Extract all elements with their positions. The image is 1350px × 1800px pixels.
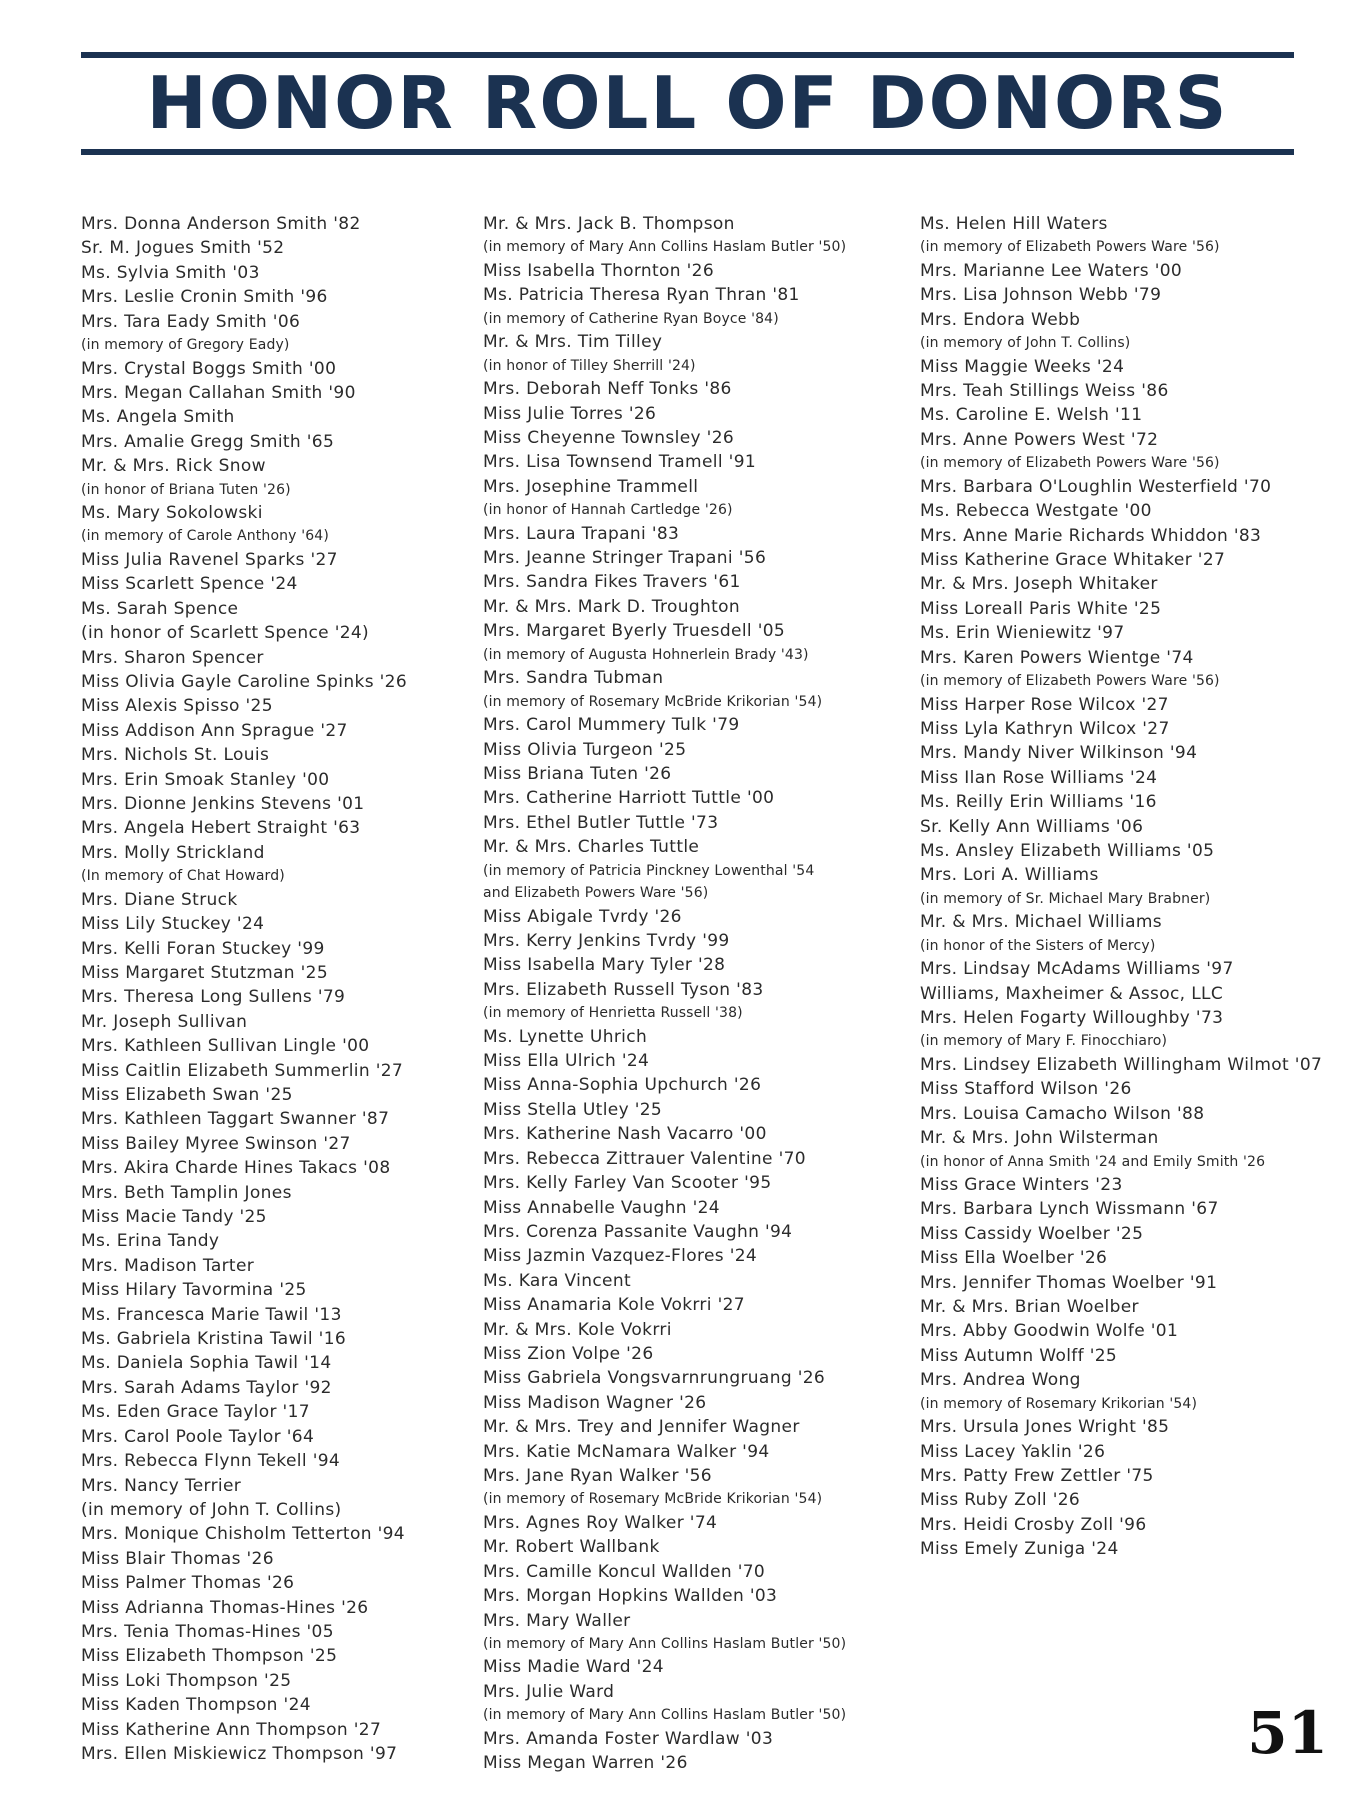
donor-name: Miss Katherine Ann Thompson '27 (81, 1719, 382, 1740)
donor-name: Miss Harper Rose Wilcox '27 (920, 694, 1169, 715)
donor-name: Mrs. Laura Trapani '83 (483, 523, 680, 544)
donor-name: Miss Bailey Myree Swinson '27 (81, 1133, 351, 1154)
donor-name: Mrs. Kelly Farley Van Scooter '95 (483, 1173, 772, 1194)
donor-dedication-note: (in memory of Rosemary McBride Krikorian '54) (483, 693, 823, 710)
donor-name: Mrs. Diane Struck (81, 889, 238, 910)
donor-name: Miss Olivia Gayle Caroline Spinks '26 (81, 672, 408, 692)
donor-name: Miss Gabriela Vongsvarnrungruang '26 (483, 1368, 826, 1389)
donor-name: Mrs. Josephine Trammell (483, 476, 699, 497)
donor-name: Mrs. Sharon Spencer (81, 647, 264, 668)
donor-name: Mr. & Mrs. Michael Williams (920, 912, 1163, 933)
donor-name: Mrs. Megan Callahan Smith '90 (81, 382, 356, 403)
donor-name: Miss Ruby Zoll '26 (920, 1490, 1081, 1511)
donor-name: Mrs. Barbara O'Loughlin Westerfield '70 (920, 476, 1272, 497)
donor-name: Mrs. Anne Powers West '72 (920, 429, 1159, 450)
donor-dedication-note: (in memory of Mary F. Finocchiaro) (920, 1033, 1168, 1050)
donor-name: Ms. Rebecca Westgate '00 (920, 501, 1152, 522)
donor-name: Miss Scarlett Spence '24 (81, 574, 298, 595)
donor-dedication-note: (in memory of Mary Ann Collins Haslam Butler '50) (483, 1707, 847, 1724)
donor-name: Miss Briana Tuten '26 (483, 763, 672, 784)
donor-name: Miss Anna-Sophia Upchurch '26 (483, 1075, 762, 1096)
donor-name: Mrs. Barbara Lynch Wissmann '67 (920, 1199, 1219, 1220)
donor-name: Mrs. Nancy Terrier (81, 1475, 242, 1496)
donor-name: Mr. & Mrs. Mark D. Troughton (483, 596, 740, 617)
donor-name: Mrs. Amanda Foster Wardlaw '03 (483, 1728, 774, 1749)
donor-name: Mrs. Leslie Cronin Smith '96 (81, 287, 328, 308)
donor-name: Mrs. Katie McNamara Walker '94 (483, 1441, 770, 1462)
donor-name: Mrs. Nichols St. Louis (81, 745, 270, 766)
donor-name: Mr. & Mrs. Joseph Whitaker (920, 574, 1158, 595)
donor-name: Ms. Francesca Marie Tawil '13 (81, 1304, 342, 1325)
donor-name: Ms. Reilly Erin Williams '16 (920, 792, 1157, 813)
donor-name: Ms. Patricia Theresa Ryan Thran '81 (483, 285, 800, 306)
donor-name: Mrs. Lisa Townsend Tramell '91 (483, 452, 757, 473)
donor-name: Mrs. Sarah Adams Taylor '92 (81, 1377, 332, 1398)
donor-name: Mr. & Mrs. Kole Vokrri (483, 1319, 672, 1340)
page-title: HONOR ROLL OF DONORS (146, 61, 1229, 145)
donor-name: Mrs. Mandy Niver Wilkinson '94 (920, 743, 1198, 764)
donor-name: Mrs. Katherine Nash Vacarro '00 (483, 1124, 767, 1145)
donor-name: Ms. Gabriela Kristina Tawil '16 (81, 1329, 347, 1350)
donor-name: Mrs. Sandra Tubman (483, 668, 664, 689)
donor-name: Mrs. Jennifer Thomas Woelber '91 (920, 1272, 1218, 1293)
donor-name: Mrs. Helen Fogarty Willoughby '73 (920, 1007, 1224, 1028)
donor-name: Miss Stafford Wilson '26 (920, 1079, 1132, 1100)
donor-name: Mrs. Carol Mummery Tulk '79 (483, 715, 740, 736)
donor-name: Miss Olivia Turgeon '25 (483, 739, 687, 760)
donor-name: Mrs. Ellen Miskiewicz Thompson '97 (81, 1743, 398, 1764)
donor-name: Mrs. Elizabeth Russell Tyson '83 (483, 979, 764, 1000)
donor-dedication-note: (In memory of Chat Howard) (81, 868, 285, 885)
donor-name: Mrs. Carol Poole Taylor '64 (81, 1426, 315, 1447)
donor-name: Mrs. Ursula Jones Wright '85 (920, 1417, 1170, 1438)
donor-name: Miss Adrianna Thomas-Hines '26 (81, 1597, 369, 1618)
donor-name: Mrs. Karen Powers Wientge '74 (920, 647, 1194, 668)
donor-name: Miss Megan Warren '26 (483, 1753, 688, 1774)
donor-name: Miss Loki Thompson '25 (81, 1670, 292, 1691)
donor-name: Mrs. Lindsay McAdams Williams '97 (920, 959, 1234, 980)
donor-column-3 (920, 212, 1336, 1562)
donor-name: Mr. & Mrs. John Wilsterman (920, 1128, 1159, 1149)
donor-name: Miss Grace Winters '23 (920, 1175, 1123, 1195)
donor-dedication-note: (in honor of Briana Tuten '26) (81, 481, 291, 498)
donor-name: Mrs. Lisa Johnson Webb '79 (920, 285, 1162, 306)
donor-name: Mrs. Anne Marie Richards Whiddon '83 (920, 525, 1262, 546)
donor-name: Mrs. Abby Goodwin Wolfe '01 (920, 1321, 1179, 1342)
donor-name: Mr. & Mrs. Trey and Jennifer Wagner (483, 1417, 800, 1438)
donor-column-2 (483, 212, 908, 1776)
donor-name: (in honor of Scarlett Spence '24) (81, 623, 370, 644)
donor-name: Ms. Sylvia Smith '03 (81, 262, 260, 283)
donor-name: Miss Katherine Grace Whitaker '27 (920, 549, 1226, 570)
donor-name: Williams, Maxheimer & Assoc, LLC (920, 983, 1224, 1004)
donor-name: Miss Elizabeth Swan '25 (81, 1085, 293, 1105)
donor-name: Mr. & Mrs. Brian Woelber (920, 1297, 1139, 1318)
donor-name: Ms. Angela Smith (81, 407, 235, 428)
donor-name: Miss Madison Wagner '26 (483, 1392, 707, 1413)
donor-name: Mrs. Theresa Long Sullens '79 (81, 987, 346, 1008)
donor-name: Mrs. Louisa Camacho Wilson '88 (920, 1103, 1205, 1124)
donor-dedication-note: (in memory of Elizabeth Powers Ware '56) (920, 239, 1220, 256)
donor-name: Miss Ella Ulrich '24 (483, 1051, 650, 1072)
donor-name: Miss Maggie Weeks '24 (920, 356, 1125, 377)
donor-name: Mrs. Tara Eady Smith '06 (81, 311, 301, 332)
donor-name: Mr. & Mrs. Jack B. Thompson (483, 214, 735, 234)
donor-dedication-note: (in memory of John T. Collins) (920, 335, 1131, 352)
donor-name: Sr. M. Jogues Smith '52 (81, 238, 285, 259)
donor-name: Ms. Kara Vincent (483, 1270, 632, 1291)
donor-name: Mrs. Patty Frew Zettler '75 (920, 1465, 1154, 1486)
donor-dedication-note: (in memory of Rosemary McBride Krikorian '54) (483, 1491, 823, 1508)
donor-name: Mrs. Morgan Hopkins Wallden '03 (483, 1586, 778, 1607)
donor-name: Ms. Caroline E. Welsh '11 (920, 405, 1143, 426)
donor-name: Miss Emely Zuniga '24 (920, 1539, 1119, 1560)
donor-name: Miss Lacey Yaklin '26 (920, 1441, 1106, 1462)
donor-name: Mrs. Kathleen Taggart Swanner '87 (81, 1109, 390, 1130)
donor-name: Ms. Lynette Uhrich (483, 1026, 648, 1047)
donor-dedication-note: (in honor of Anna Smith '24 and Emily Smith '26 (920, 1153, 1266, 1170)
donor-dedication-note: (in memory of Elizabeth Powers Ware '56) (920, 455, 1220, 472)
donor-name: Miss Abigale Tvrdy '26 (483, 906, 682, 927)
donor-dedication-note: (in memory of Gregory Eady) (81, 337, 290, 354)
donor-name: Mrs. Kelli Foran Stuckey '99 (81, 938, 325, 959)
donor-name: Miss Palmer Thomas '26 (81, 1573, 295, 1594)
donor-name: Miss Ella Woelber '26 (920, 1248, 1108, 1269)
donor-name: Miss Isabella Mary Tyler '28 (483, 955, 726, 976)
donor-name: Miss Macie Tandy '25 (81, 1207, 267, 1228)
donor-name: Mrs. Marianne Lee Waters '00 (920, 260, 1183, 281)
donor-name: Mrs. Catherine Harriott Tuttle '00 (483, 788, 775, 809)
donor-name: Miss Stella Utley '25 (483, 1099, 663, 1120)
donor-name: Mrs. Margaret Byerly Truesdell '05 (483, 621, 786, 642)
donor-name: Ms. Daniela Sophia Tawil '14 (81, 1353, 332, 1374)
donor-name: Miss Addison Ann Sprague '27 (81, 720, 348, 741)
donor-name: Miss Loreall Paris White '25 (920, 598, 1162, 619)
donor-dedication-note: and Elizabeth Powers Ware '56) (483, 885, 709, 902)
donor-name: Miss Cassidy Woelber '25 (920, 1223, 1144, 1244)
donor-name: Ms. Helen Hill Waters (920, 214, 1108, 234)
donor-dedication-note: (in memory of Augusta Hohnerlein Brady '43) (483, 646, 809, 663)
donor-name: Miss Annabelle Vaughn '24 (483, 1197, 720, 1218)
donor-name: Mrs. Angela Hebert Straight '63 (81, 818, 361, 839)
donor-name: Miss Hilary Tavormina '25 (81, 1280, 307, 1301)
donor-name: Miss Lily Stuckey '24 (81, 914, 265, 935)
donor-name: Miss Autumn Wolff '25 (920, 1345, 1118, 1366)
donor-dedication-note: (in memory of Sr. Michael Mary Brabner) (920, 890, 1211, 907)
donor-name: Mrs. Donna Anderson Smith '82 (81, 214, 361, 234)
donor-name: Mrs. Deborah Neff Tonks '86 (483, 379, 732, 400)
donor-dedication-note: (in memory of Elizabeth Powers Ware '56) (920, 673, 1220, 689)
page-number: 51 (1247, 1699, 1328, 1767)
donor-name: Mrs. Crystal Boggs Smith '00 (81, 358, 337, 379)
donor-name: Miss Elizabeth Thompson '25 (81, 1646, 338, 1667)
donor-name: Mrs. Agnes Roy Walker '74 (483, 1512, 718, 1533)
donor-dedication-note: (in honor of Hannah Cartledge '26) (483, 502, 733, 519)
donor-name: Miss Jazmin Vazquez-Flores '24 (483, 1246, 758, 1267)
donor-name: Mrs. Tenia Thomas-Hines '05 (81, 1621, 334, 1642)
donor-name: Mrs. Molly Strickland (81, 842, 265, 863)
donor-name: Mrs. Beth Tamplin Jones (81, 1182, 292, 1203)
donor-name: Mrs. Camille Koncul Wallden '70 (483, 1561, 766, 1582)
donor-dedication-note: (in memory of Henrietta Russell '38) (483, 1005, 743, 1022)
donor-name: Mrs. Teah Stillings Weiss '86 (920, 381, 1169, 402)
donor-name: Mrs. Corenza Passanite Vaughn '94 (483, 1221, 793, 1242)
donor-name: Mrs. Dionne Jenkins Stevens '01 (81, 794, 365, 815)
donor-name: Miss Julie Torres '26 (483, 403, 657, 424)
donor-name: Mr. & Mrs. Rick Snow (81, 456, 266, 477)
donor-name: Ms. Ansley Elizabeth Williams '05 (920, 840, 1215, 861)
donor-dedication-note: (in memory of Catherine Ryan Boyce '84) (483, 310, 779, 327)
donor-name: Ms. Eden Grace Taylor '17 (81, 1402, 310, 1423)
donor-name: Mrs. Rebecca Flynn Tekell '94 (81, 1451, 341, 1472)
donor-name: Miss Madie Ward '24 (483, 1657, 664, 1678)
donor-name: Miss Isabella Thornton '26 (483, 260, 714, 281)
donor-name: Miss Kaden Thompson '24 (81, 1695, 311, 1716)
donor-dedication-note: (in honor of Tilley Sherrill '24) (483, 357, 696, 374)
donor-name: Mrs. Sandra Fikes Travers '61 (483, 572, 741, 593)
donor-name: Mrs. Amalie Gregg Smith '65 (81, 431, 335, 452)
header-bottom-rule (81, 149, 1294, 155)
donor-name: Ms. Erina Tandy (81, 1231, 220, 1252)
donor-name: Miss Margaret Stutzman '25 (81, 962, 329, 983)
donor-name: Ms. Sarah Spence (81, 598, 239, 619)
donor-name: Mrs. Heidi Crosby Zoll '96 (920, 1514, 1147, 1535)
donor-name: Mrs. Jane Ryan Walker '56 (483, 1465, 712, 1486)
donor-name: Ms. Erin Wieniewitz '97 (920, 623, 1125, 644)
donor-name: Ms. Mary Sokolowski (81, 503, 263, 524)
donor-name: Miss Caitlin Elizabeth Summerlin '27 (81, 1060, 404, 1081)
donor-name: Mrs. Akira Charde Hines Takacs '08 (81, 1158, 391, 1179)
donor-dedication-note: (in memory of Carole Anthony '64) (81, 528, 329, 545)
donor-name: Miss Julia Ravenel Sparks '27 (81, 549, 338, 570)
donor-name: Mr. Joseph Sullivan (81, 1011, 248, 1032)
donor-name: Mrs. Ethel Butler Tuttle '73 (483, 812, 719, 833)
donor-name: Mr. Robert Wallbank (483, 1537, 660, 1558)
donor-name: Mrs. Andrea Wong (920, 1370, 1081, 1391)
donor-name: (in memory of John T. Collins) (81, 1499, 342, 1520)
donor-name: Mrs. Lindsey Elizabeth Willingham Wilmot '07 (920, 1054, 1323, 1075)
donor-dedication-note: (in memory of Patricia Pinckney Lowenthal '54 (483, 862, 815, 879)
donor-dedication-note: (in memory of Mary Ann Collins Haslam Butler '50) (483, 239, 847, 256)
donor-name: Mrs. Madison Tarter (81, 1255, 255, 1276)
donor-name: Mrs. Lori A. Williams (920, 865, 1099, 886)
donor-dedication-note: (in honor of the Sisters of Mercy) (920, 937, 1156, 954)
donor-name: Mrs. Julie Ward (483, 1681, 615, 1702)
donor-name: Mrs. Jeanne Stringer Trapani '56 (483, 548, 767, 569)
donor-name: Sr. Kelly Ann Williams '06 (920, 816, 1144, 837)
donor-name: Mrs. Rebecca Zittrauer Valentine '70 (483, 1148, 806, 1169)
donor-name: Mr. & Mrs. Charles Tuttle (483, 837, 700, 858)
donor-name: Mrs. Kerry Jenkins Tvrdy '99 (483, 930, 730, 951)
donor-name: Mrs. Endora Webb (920, 309, 1081, 330)
donor-name: Miss Zion Volpe '26 (483, 1343, 654, 1364)
donor-dedication-note: (in memory of Rosemary Krikorian '54) (920, 1395, 1198, 1412)
donor-name: Mr. & Mrs. Tim Tilley (483, 332, 663, 353)
donor-name: Miss Blair Thomas '26 (81, 1548, 274, 1569)
donor-name: Miss Lyla Kathryn Wilcox '27 (920, 718, 1170, 739)
donor-column-1 (81, 212, 471, 1766)
donor-name: Miss Cheyenne Townsley '26 (483, 427, 735, 448)
donor-name: Mrs. Monique Chisholm Tetterton '94 (81, 1524, 405, 1545)
donor-name: Miss Alexis Spisso '25 (81, 696, 273, 717)
donor-name: Mrs. Erin Smoak Stanley '00 (81, 769, 330, 790)
donor-name: Miss Anamaria Kole Vokrri '27 (483, 1295, 745, 1316)
donor-dedication-note: (in memory of Mary Ann Collins Haslam Butler '50) (483, 1635, 847, 1652)
donor-name: Miss Ilan Rose Williams '24 (920, 767, 1158, 788)
donor-name: Mrs. Kathleen Sullivan Lingle '00 (81, 1036, 370, 1057)
donor-name: Mrs. Mary Waller (483, 1610, 631, 1631)
